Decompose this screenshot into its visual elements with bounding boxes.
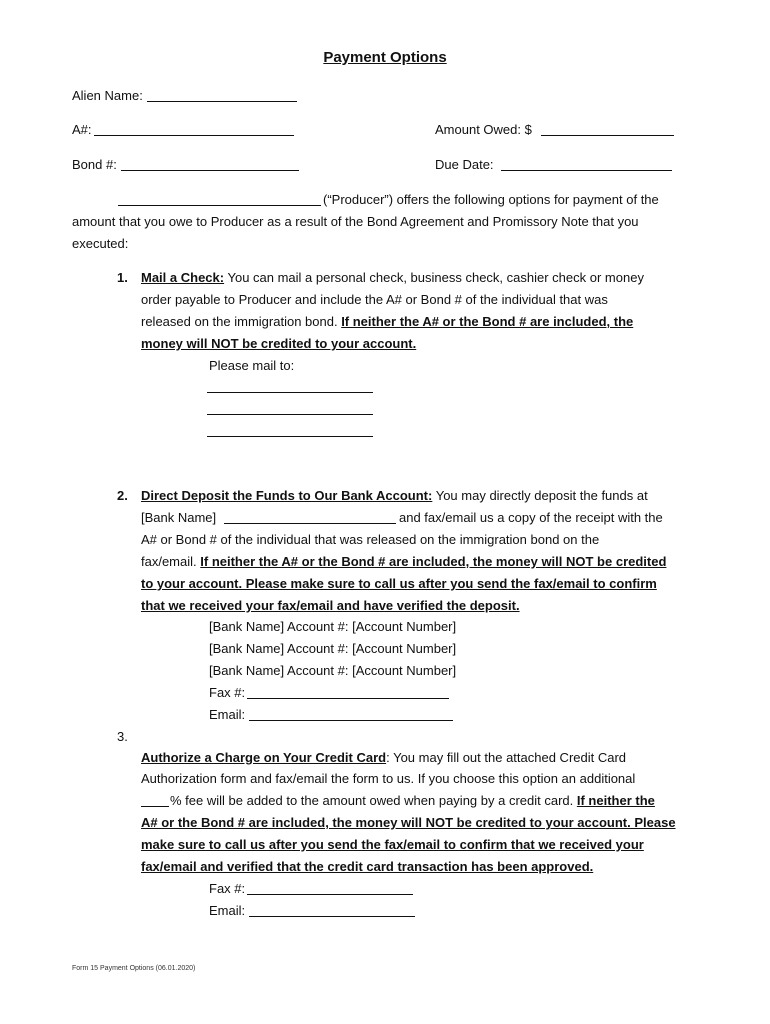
a-number-blank[interactable] [94,135,294,136]
option-3-text-3a: % fee will be added to the amount owed when paying by a credit card. [170,793,574,808]
option-1-text-1: You can mail a personal check, business check, cashier check or money [227,270,644,285]
option-1-number: 1. [117,270,128,285]
amount-owed-label: Amount Owed: $ [435,122,532,137]
option-1-line-3 [141,312,633,332]
option-2-number: 2. [117,488,128,503]
option-3-warning-line-4: A# or the Bond # are included, the money will NOT be credited to your account. Please [141,815,676,830]
option-3-email-blank[interactable] [249,916,415,917]
option-1-line-1 [141,268,644,288]
page-title: Payment Options [323,49,447,66]
intro-line-1: (“Producer”) offers the following options for payment of the [323,192,659,207]
option-2-heading: Direct Deposit the Funds to Our Bank Account: [141,488,433,503]
option-3-text-1: : You may fill out the attached Credit Card [386,750,627,765]
alien-name-blank[interactable] [147,101,297,102]
amount-owed-blank[interactable] [541,135,674,136]
option-1-text-3a: released on the immigration bond. [141,314,338,329]
option-2-text-1: You may directly deposit the funds at [435,488,648,503]
option-2-warning-line-5: to your account. Please make sure to call us after you send the fax/email to confirm [141,576,657,591]
option-3-warning-line-6: fax/email and verified that the credit card transaction has been approved. [141,859,594,874]
option-2-warning-line-6: that we received your fax/email and have verified the deposit. [141,598,520,613]
option-2-email-blank[interactable] [249,720,453,721]
option-3-line-2: Authorization form and fax/email the form to us. If you choose this option an additional [141,771,636,786]
mail-to-label: Please mail to: [209,358,295,373]
producer-name-blank[interactable] [118,205,321,206]
option-2-fax-blank[interactable] [247,698,449,699]
option-2-line-3: A# or Bond # of the individual that was released on the immigration bond on the [141,532,600,547]
due-date-blank[interactable] [501,170,672,171]
due-date-label: Due Date: [435,157,494,172]
option-3-number: 3. [117,729,128,744]
a-number-label: A#: [72,122,92,137]
bank-account-1: [Bank Name] Account #: [Account Number] [209,619,457,634]
option-3-warning-line-5: make sure to call us after you send the fax/email to confirm that we received your [141,837,644,852]
form-footer: Form 15 Payment Options (06.01.2020) [72,965,196,972]
option-3-line-3 [170,791,655,811]
intro-line-2: amount that you owe to Producer as a result of the Bond Agreement and Promissory Note that you [72,214,639,229]
option-2-line-2 [141,508,216,528]
bank-account-3: [Bank Name] Account #: [Account Number] [209,663,457,678]
mail-address-line-3[interactable] [207,436,373,437]
option-1-warning-3b: If neither the A# or the Bond # are included, the [341,314,634,329]
option-3-fax-label: Fax #: [209,881,246,896]
option-2-text-2b: and fax/email us a copy of the receipt with the [399,510,663,525]
mail-address-line-2[interactable] [207,414,373,415]
alien-name-label: Alien Name: [72,88,143,103]
option-2-warning-4b: If neither the A# or the Bond # are included, the money will NOT be credited [200,554,667,569]
fee-percent-blank[interactable] [141,806,169,807]
option-3-warning-3b: If neither the [576,793,655,808]
option-3-email-label: Email: [209,903,246,918]
bank-account-2: [Bank Name] Account #: [Account Number] [209,641,457,656]
bond-number-label: Bond #: [72,157,117,172]
option-3-line-1 [141,748,626,768]
option-3-fax-blank[interactable] [247,894,413,895]
option-2-line-4 [141,552,666,572]
mail-address-line-1[interactable] [207,392,373,393]
bond-number-blank[interactable] [121,170,299,171]
bank-name-blank[interactable] [224,523,396,524]
option-1-heading: Mail a Check: [141,270,225,285]
option-2-text-4a: fax/email. [141,554,197,569]
option-1-line-2: order payable to Producer and include the A# or Bond # of the individual that was [141,292,608,307]
option-2-bank-name: [Bank Name] [141,510,217,525]
option-1-warning-line-4: money will NOT be credited to your account. [141,336,417,351]
intro-line-3: executed: [72,236,129,251]
option-2-email-label: Email: [209,707,246,722]
option-3-heading: Authorize a Charge on Your Credit Card [141,750,387,765]
option-2-fax-label: Fax #: [209,685,246,700]
option-2-line-1 [141,486,648,506]
